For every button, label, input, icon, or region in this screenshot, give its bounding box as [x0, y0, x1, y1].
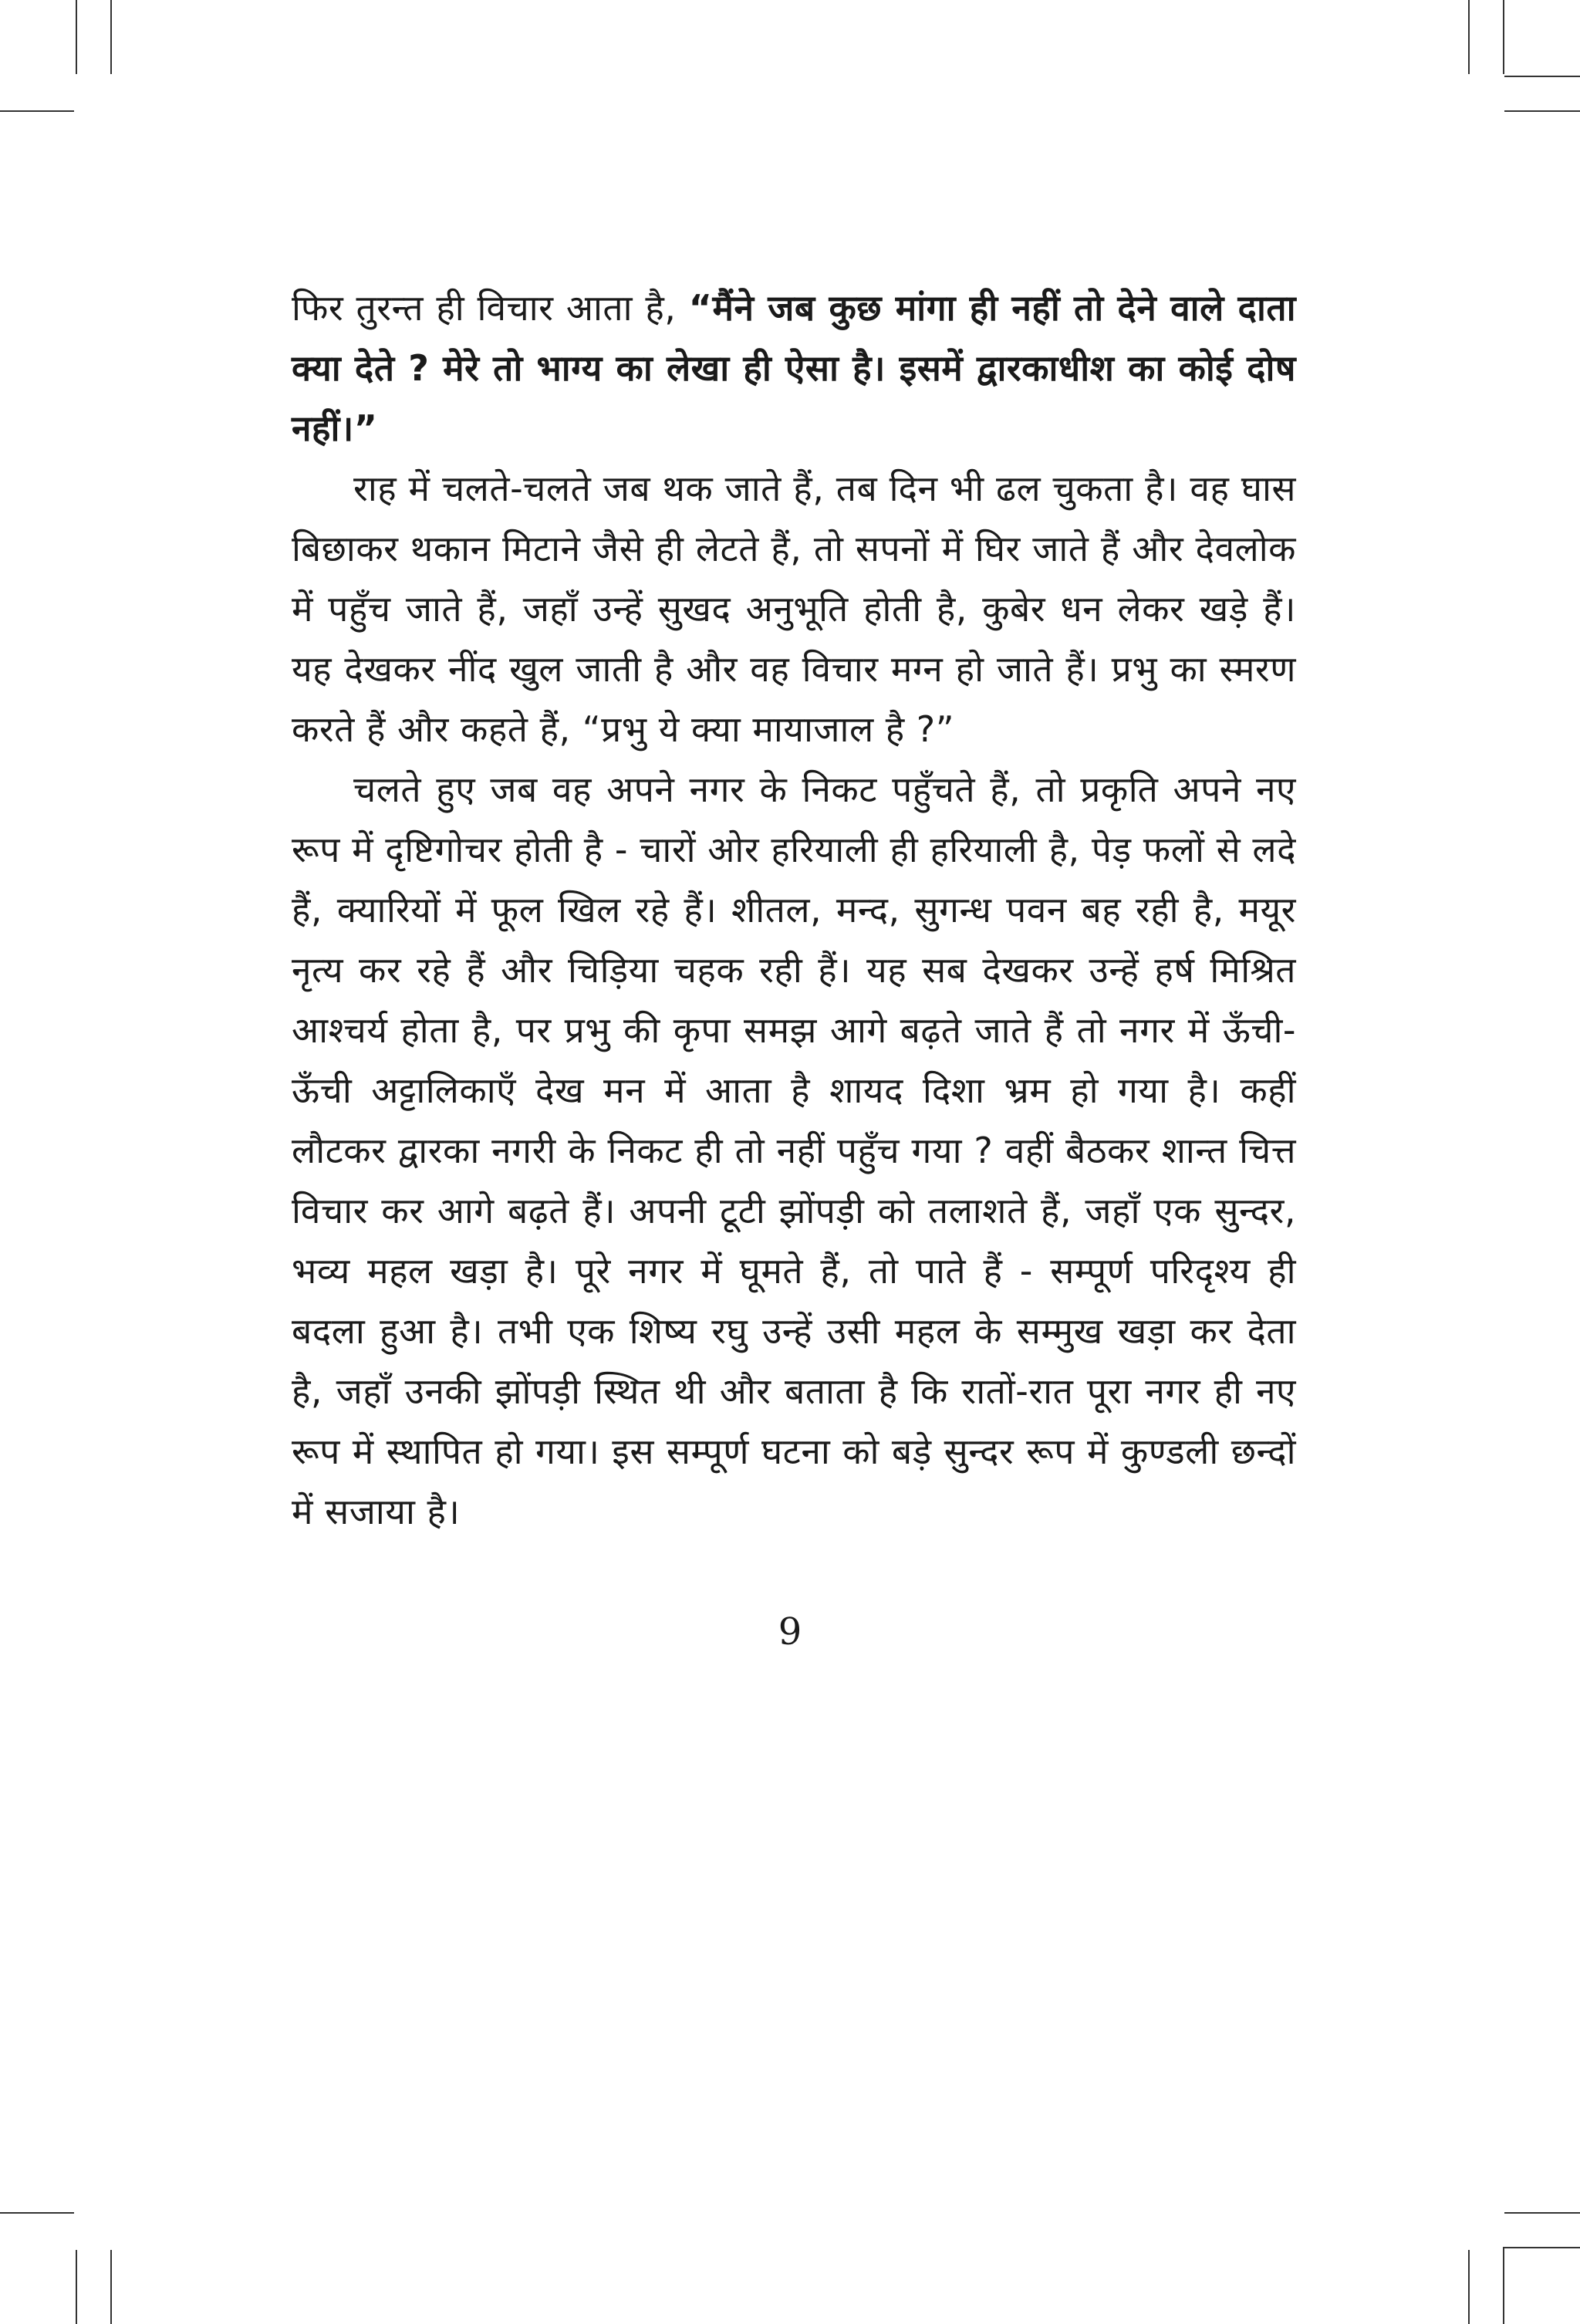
- crop-mark-bottom-left-v2: [110, 2250, 112, 2324]
- paragraph-1-normal: फिर तुरन्त ही विचार आता है,: [292, 287, 689, 329]
- page-body: [292, 278, 1296, 1542]
- crop-mark-bottom-right-v2: [1503, 2247, 1504, 2324]
- crop-mark-bottom-left-v1: [76, 2250, 77, 2324]
- paragraph-1-bold-quote: “मैंने जब कुछ मांगा ही नहीं तो देने वाले दाता क्या देते ? मेरे तो भाग्य का लेखा ही ऐसा है। इसमें द्वारकाधीश का कोई दोष नहीं।”: [292, 287, 1297, 449]
- paragraph-2: राह में चलते-चलते जब थक जाते हैं, तब दिन भी ढल चुकता है। वह घास बिछाकर थकान मिटाने जैसे ही लेटते हैं, तो सपनों में घिर जाते हैं और देवलोक में पहुँच जाते हैं, जहाँ उन्हें सुखद अनुभूति होती है, कुबेर धन लेकर खड़े हैं। यह देखकर नींद खुल जाती है और वह विचार मग्न हो जाते हैं। प्रभु का स्मरण करते हैं और कहते हैं, “प्रभु ये क्या मायाजाल है ?”: [292, 468, 1296, 750]
- paragraph-3: चलते हुए जब वह अपने नगर के निकट पहुँचते हैं, तो प्रकृति अपने नए रूप में दृष्टिगोचर होती है - चारों ओर हरियाली ही हरियाली है, पेड़ फलों से लदे हैं, क्यारियों में फूल खिल रहे हैं। शीतल, मन्द, सुगन्ध पवन बह रही है, मयूर नृत्य कर रहे हैं और चिड़िया चहक रही हैं। यह सब देखकर उन्हें हर्ष मिश्रित आश्चर्य होता है, पर प्रभु की कृपा समझ आगे बढ़ते जाते हैं तो नगर में ऊँची-ऊँची अट्टालिकाएँ देख मन में आता है शायद दिशा भ्रम हो गया है। कहीं लौटकर द्वारका नगरी के निकट ही तो नहीं पहुँच गया ? वहीं बैठकर शान्त चित्त विचार कर आगे बढ़ते हैं। अपनी टूटी झोंपड़ी को तलाशते हैं, जहाँ एक सुन्दर, भव्य महल खड़ा है। पूरे नगर में घूमते हैं, तो पाते हैं - सम्पूर्ण परिदृश्य ही बदला हुआ है। तभी एक शिष्य रघु उन्हें उसी महल के सम्मुख खड़ा कर देता है, जहाँ उनकी झोंपड़ी स्थित थी और बताता है कि रातों-रात पूरा नगर ही नए रूप में स्थापित हो गया। इस सम्पूर्ण घटना को बड़े सुन्दर रूप में कुण्डली छन्दों में सजाया है।: [292, 768, 1296, 1532]
- crop-mark-top-right-v1: [1468, 0, 1470, 74]
- crop-mark-bottom-right-h1: [1504, 2212, 1580, 2214]
- crop-mark-top-left-v1: [76, 0, 77, 74]
- crop-mark-bottom-right-v1: [1468, 2250, 1470, 2324]
- crop-mark-top-right-h2: [1504, 110, 1580, 112]
- page-number: 9: [778, 1610, 802, 1653]
- crop-mark-bottom-left-h: [0, 2212, 74, 2214]
- crop-mark-top-right-v2: [1503, 0, 1504, 74]
- crop-mark-top-right-h: [1504, 76, 1580, 77]
- crop-mark-top-left-v2: [110, 0, 112, 74]
- crop-mark-bottom-right-h2: [1504, 2247, 1580, 2248]
- crop-mark-top-left-h: [0, 110, 74, 112]
- paragraph-1: [292, 278, 1296, 458]
